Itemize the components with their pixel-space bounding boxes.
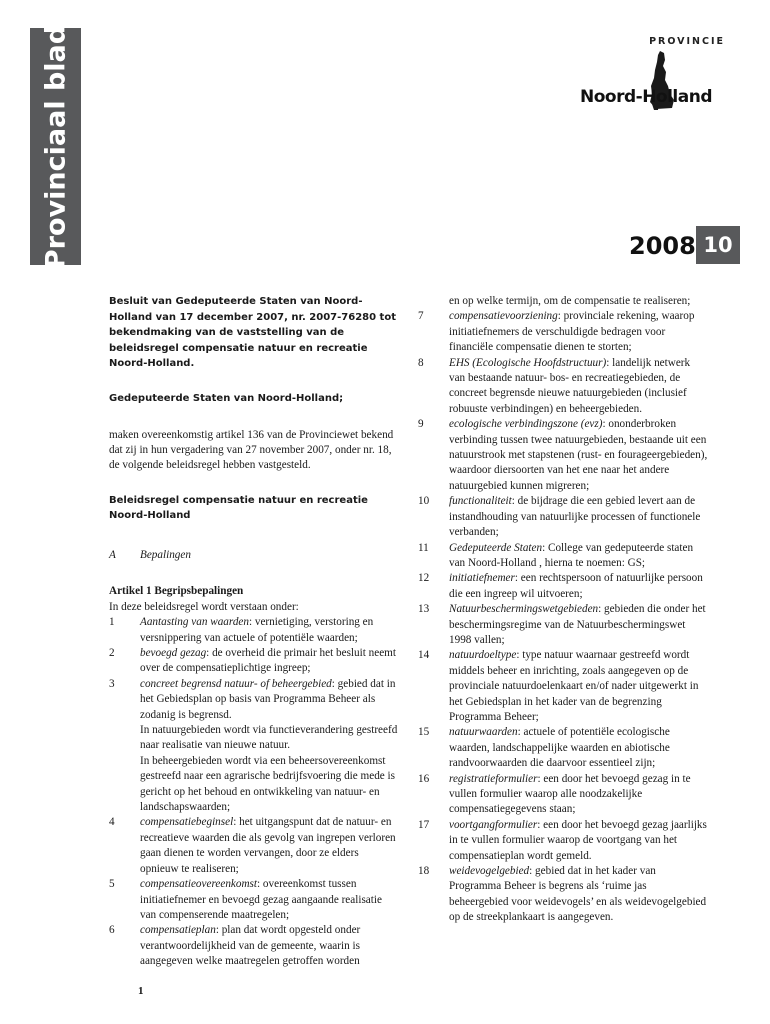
definition-item: 13 Natuurbeschermingswetgebieden: gebieden die onder het beschermingsregime van de Natuurbeschermingswet 1998 vallen; (418, 603, 706, 646)
policy-subtitle: Beleidsregel compensatie natuur en recreatie Noord-Holland (109, 494, 368, 522)
section-heading (109, 548, 399, 563)
article-intro: In deze beleidsregel wordt verstaan onder: (109, 600, 299, 613)
logo-provincie-text: PROVINCIE (649, 36, 725, 47)
gs-line: Gedeputeerde Staten van Noord-Holland; (109, 392, 344, 404)
definition-item: 10 functionaliteit: de bijdrage die een gebied levert aan de instandhouding van natuurlijke processen of functionele verbanden; (418, 495, 701, 539)
definition-item: 7 compensatievoorziening: provinciale rekening, waarop initiatiefnemers de verschuldigde bedragen voor financiële compensatie dienen te storten; (418, 310, 695, 354)
definition-item: 4 compensatiebeginsel: het uitgangspunt dat de natuur- en recreatieve waarden die als gevolg van ingrepen verloren gaan dienen te worden vervangen, door ze elders opnieuw te realiseren; (109, 816, 396, 875)
province-logo (570, 30, 730, 120)
article-1 (109, 584, 399, 615)
definition-item: 2 bevoegd gezag: de overheid die primair het besluit neemt over de compensatieplichtige ingreep; (109, 647, 396, 675)
banner-title: Provinciaal blad (40, 24, 71, 269)
definition-item: 11 Gedeputeerde Staten: College van gedeputeerde staten van Noord-Holland , hierna te noemen: GS; (418, 541, 694, 569)
definition-item: 1 Aantasting van waarden: vernietiging, verstoring en versnippering van actuele of potentiële waarden; (109, 616, 374, 644)
issue-number-badge: 10 (696, 226, 740, 264)
definition-paragraph: In natuurgebieden wordt via functieverandering gestreefd naar realisatie van nieuwe natuur. (140, 724, 398, 752)
definition-item: 5 compensatieovereenkomst: overeenkomst tussen initiatiefnemer en bevoegd gezag aangaande realisatie van compenserende maatregelen; (109, 878, 382, 921)
definition-item: 9 ecologische verbindingszone (evz): ononderbroken verbinding tussen twee natuurgebieden, bestaande uit een natuurstrook met stapstenen (rust- en fourageergebieden), waardoor diersoorten van het ene naar het andere natuurgebied kunnen migreren; (418, 418, 708, 492)
definition-paragraph: In beheergebieden wordt via een beheersovereenkomst gestreefd naar een agrarische bedrijfsvoering die mede is gericht op het behoud en ontwikkeling van natuur- en landschapswaarden; (140, 754, 396, 814)
left-column (109, 294, 399, 970)
definition-item: 18 weidevogelgebied: gebied dat in het kader van Programma Beheer is begrens als ‘ruime jas beheergebied voor weidevogels’ en als weidevogelgebied op de streekplankaart is aangegeven. (418, 865, 707, 924)
definition-item: 16 registratieformulier: een door het bevoegd gezag in te vullen formulier waarop alle noodzakelijke compensatiegegevens staan; (418, 772, 691, 816)
provinciaal-blad-banner (30, 24, 81, 269)
decision-title: Besluit van Gedeputeerde Staten van Noord-Holland van 17 december 2007, nr. 2007-76280 tot bekendmaking van de vaststelling van de beleidsregel compensatie natuur en recreatie Noord-Holland. (109, 296, 396, 370)
intro-paragraph: maken overeenkomstig artikel 136 van de Provinciewet bekend dat zij in hun vergadering van 27 november 2007, onder nr. 18, de volgende beleidsregel hebben vastgesteld. (109, 428, 394, 472)
right-column (418, 294, 708, 926)
definition-item: 3 concreet begrensd natuur- of beheergebied: gebied dat in het Gebiedsplan op basis van Programma Beheer als zodanig is begrensd. (109, 677, 396, 721)
definition-item: 17 voortgangformulier: een door het bevoegd gezag jaarlijks in te vullen formulier waarop de voortgang van het compensatieplan wordt gemeld. (418, 818, 707, 862)
definition-item: 14 natuurdoeltype: type natuur waarnaar gestreefd wordt middels beheer en inrichting, zoals aangegeven op de provinciale natuurdoelenkaart en/of nader uitgewerkt in het Gebiedsplan in het kader van de begrenzing Programma Beheer; (418, 649, 699, 723)
logo-name: Noord-Holland (580, 87, 712, 107)
definition-item: 12 initiatiefnemer: een rechtspersoon of natuurlijke persoon die een ingreep wil uitvoeren; (418, 572, 703, 600)
definition-continuation: en op welke termijn, om de compensatie te realiseren; (449, 295, 691, 307)
publication-year: 2008 (629, 232, 696, 260)
page-number: 1 (138, 985, 144, 997)
section-label: Bepalingen (140, 548, 191, 561)
definition-item: 15 natuurwaarden: actuele of potentiële ecologische waarden, landschappelijke waarden en abiotische randvoorwaarden die daarvoor essentieel zijn; (418, 726, 670, 770)
definition-item: 8 EHS (Ecologische Hoofdstructuur): landelijk netwerk van bestaande natuur- bos- en recreatiegebieden, de concreet begrensde nieuwe natuurgebieden (inclusief robuuste verbindingen) en beheergebieden. (418, 356, 691, 415)
section-letter: A (109, 548, 116, 561)
article-heading: Artikel 1 Begripsbepalingen (109, 585, 244, 598)
definition-item: 6 compensatieplan: plan dat wordt opgesteld onder verantwoordelijkheid van de gemeente, waarin is aangegeven welke maatregelen getroffen worden (109, 924, 361, 968)
